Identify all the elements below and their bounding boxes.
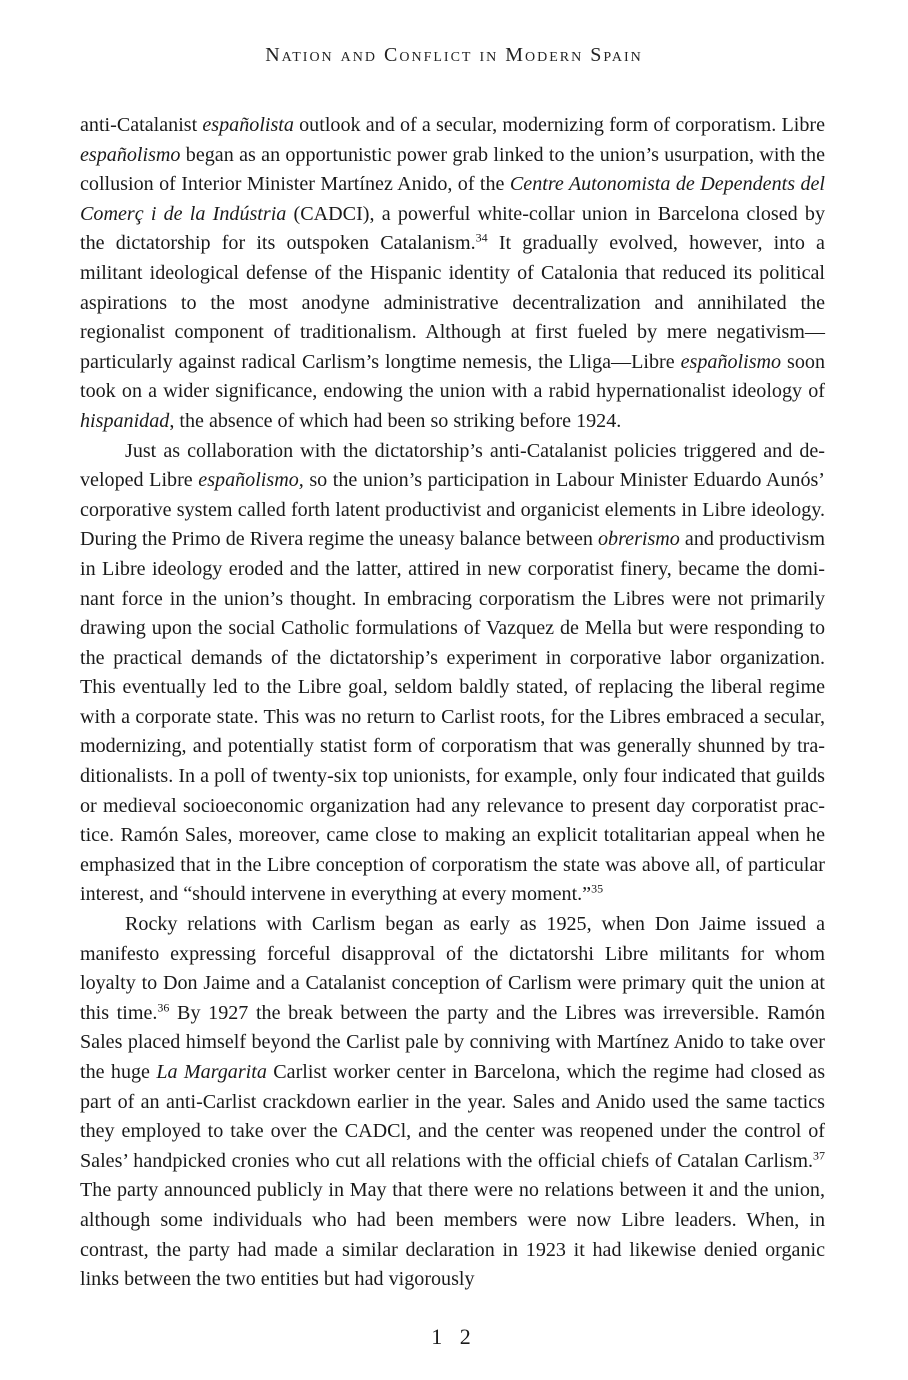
page-number: 1 2 (431, 1324, 477, 1349)
text-run: so the union’s participation in Labour Minister Eduardo Aunós’ corporative system called forth latent productivist and organicist elements in Libre ideology. During the Primo de Rivera regime the uneasy balance between (80, 469, 825, 551)
paragraph (80, 910, 825, 1295)
text-run: outlook and of a secular, modernizing form of corporatism. Libre (293, 114, 825, 136)
text-run: By 1927 the break between the party and the Libres was irreversible. Ramón Sales placed himself beyond the Carlist pale by conniving with Martínez Anido to take over the huge (80, 1001, 826, 1083)
italic-term: españolismo, (198, 469, 304, 492)
text-run: anti-Catalanist (80, 114, 203, 136)
text-run: , the absence of which had been so striking before 1924. (169, 409, 622, 432)
italic-term: obrerismo (597, 528, 680, 551)
text-run: began as an opportunistic power grab linked to the union’s usurpation, with the collusion of Interior Minister Martínez Anido, of the (80, 143, 825, 196)
text-run: Just as collaboration with the dictatorship’s anti-Catalanist policies triggered and developed Libre (80, 439, 825, 492)
paragraph (80, 111, 825, 437)
footnote-ref: 35 (591, 881, 604, 896)
text-run: soon took on a wider significance, endowing the union with a rabid hypernationalist ideology of (80, 350, 825, 403)
text-run: (CADCI), a powerful white-collar union in Barcelona closed by the dictatorship for its outspoken Catalanism. (80, 202, 825, 255)
italic-term: españolista (202, 114, 294, 136)
text-run: and productivism in Libre ideology eroded and the latter, attired in new corporatist finery, became the dominant force in the union’s thought. In embracing corporatism the Libres were not primarily drawing upon the social Catholic formulations of Vazquez de Mella but were responding to the practical demands of the dictatorship’s experiment in corporative labor organization. This eventually led to the Libre goal, seldom baldly stated, of replacing the liberal regime with a corporate state. This was no return to Carlist roots, for the Libres embraced a secular, modernizing, and potentially statist form of corporatism that was generally shunned by traditionalists. In a poll of twenty-six top unionists, for example, only four indicated that guilds or medieval socioeconomic organization had any relevance to present day corporatist practice. Ramón Sales, moreover, came close to making an explicit totalitarian appeal when he emphasized that in the Libre conception of corporatism the state was above all, of particular interest, and “should intervene in everything at every moment.” (80, 528, 825, 906)
text-run: Carlist worker center in Barcelona, which the regime had closed as part of an anti-Carlist crackdown earlier in the year. Sales and Anido used the same tactics they employed to take over the CADCl, and the center was reopened under the control of Sales’ handpicked cronies who cut all relations with the official chiefs of Catalan Carlism. (80, 1061, 826, 1172)
paragraph (80, 437, 825, 911)
footnote-ref: 34 (475, 230, 488, 245)
text-run: Rocky relations with Carlism began as early as 1925, when Don Jaime issued a manifesto expressing forceful disapproval of the dictatorshi Libre militants for whom loyalty to Don Jaime and a Catalanist conception of Carlism were primary quit the union at this time. (80, 913, 825, 1024)
italic-term: españolismo (680, 350, 782, 373)
body-text (80, 111, 825, 1295)
italic-term: Centre Autonomista de Dependents del Comerç i de la Indústria (80, 173, 825, 225)
text-run: The party announced publicly in May that there were no relations between it and the union, although some individuals who had been members were now Libre leaders. When, in contrast, the party had made a similar declaration in 1923 it had likewise denied organic links between the two entities but had vigorously (80, 1179, 825, 1291)
italic-term: españolismo (80, 143, 181, 166)
italic-term: La Margarita (156, 1061, 267, 1083)
footnote-ref: 36 (157, 1000, 170, 1015)
italic-term: hispanidad (80, 409, 170, 432)
text-run: It gradually evolved, however, into a militant ideological defense of the Hispanic identity of Catalonia that reduced its political aspirations to the most anodyne administrative decentralization and annihilated the regionalist component of traditionalism. Although at first fueled by mere negativism—particularly against radical Carlism’s longtime nemesis, the Lliga—Libre (80, 232, 825, 373)
footnote-ref: 37 (813, 1148, 825, 1163)
running-head: Nation and Conflict in Modern Spain (265, 44, 643, 66)
